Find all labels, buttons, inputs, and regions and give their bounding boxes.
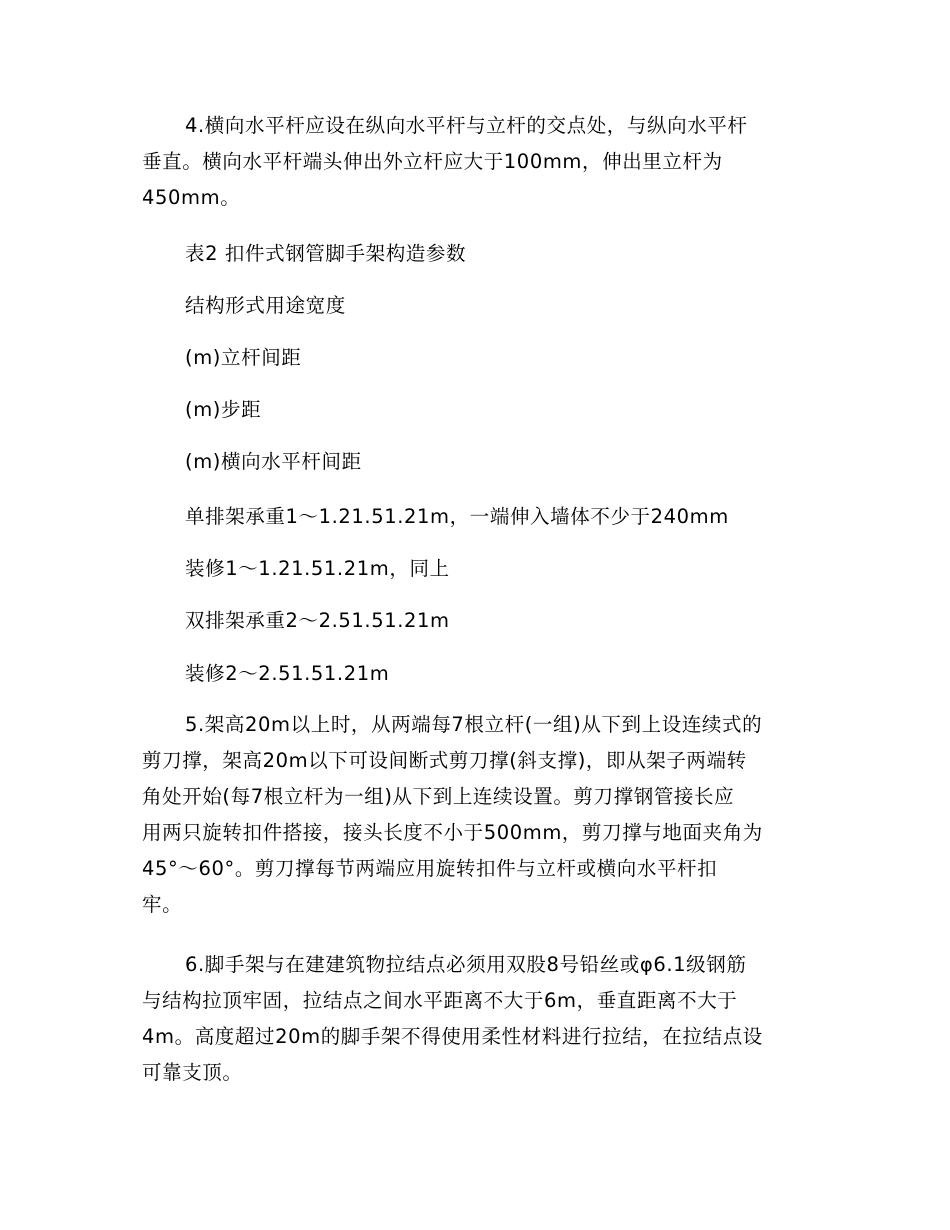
- paragraph-6: 6.脚手架与在建建筑物拉结点必须用双股8号铅丝或φ6.1级钢筋 与结构拉顶牢固，拉结点之间水平距离不大于6m，垂直距离不大于 4m。高度超过20m的脚手架不得使用柔性材料进行拉结，在拉结点设 可靠支顶。: [142, 953, 763, 1084]
- paragraph-4: 4.横向水平杆应设在纵向水平杆与立杆的交点处，与纵向水平杆 垂直。横向水平杆端头伸出外立杆应大于100mm，伸出里立杆为 450mm。: [142, 114, 748, 209]
- table-line: (m)立杆间距: [185, 346, 302, 369]
- table-line: (m)步距: [185, 398, 262, 421]
- table-line: 单排架承重1～1.21.51.21m，一端伸入墙体不少于240mm: [185, 505, 729, 528]
- table-line: 装修1～1.21.51.21m，同上: [185, 557, 450, 580]
- table-line: 双排架承重2～2.51.51.21m: [185, 609, 450, 632]
- table-line: 结构形式用途宽度: [185, 294, 346, 317]
- table-line: (m)横向水平杆间距: [185, 450, 362, 473]
- paragraph-5: 5.架高20m以上时，从两端每7根立杆(一组)从下到上设连续式的 剪刀撑，架高20m以下可设间断式剪刀撑(斜支撑)，即从架子两端转 角处开始(每7根立杆为一组)从下到上连续设置。剪刀撑钢管接长应 用两只旋转扣件搭接，接头长度不小于500mm，剪刀撑与地面夹角为 45°～60°。剪刀撑每节两端应用旋转扣件与立杆或横向水平杆扣 牢。: [142, 713, 763, 916]
- table-line: 装修2～2.51.51.21m: [185, 662, 390, 685]
- table-title: 表2 扣件式钢管脚手架构造参数: [185, 242, 467, 265]
